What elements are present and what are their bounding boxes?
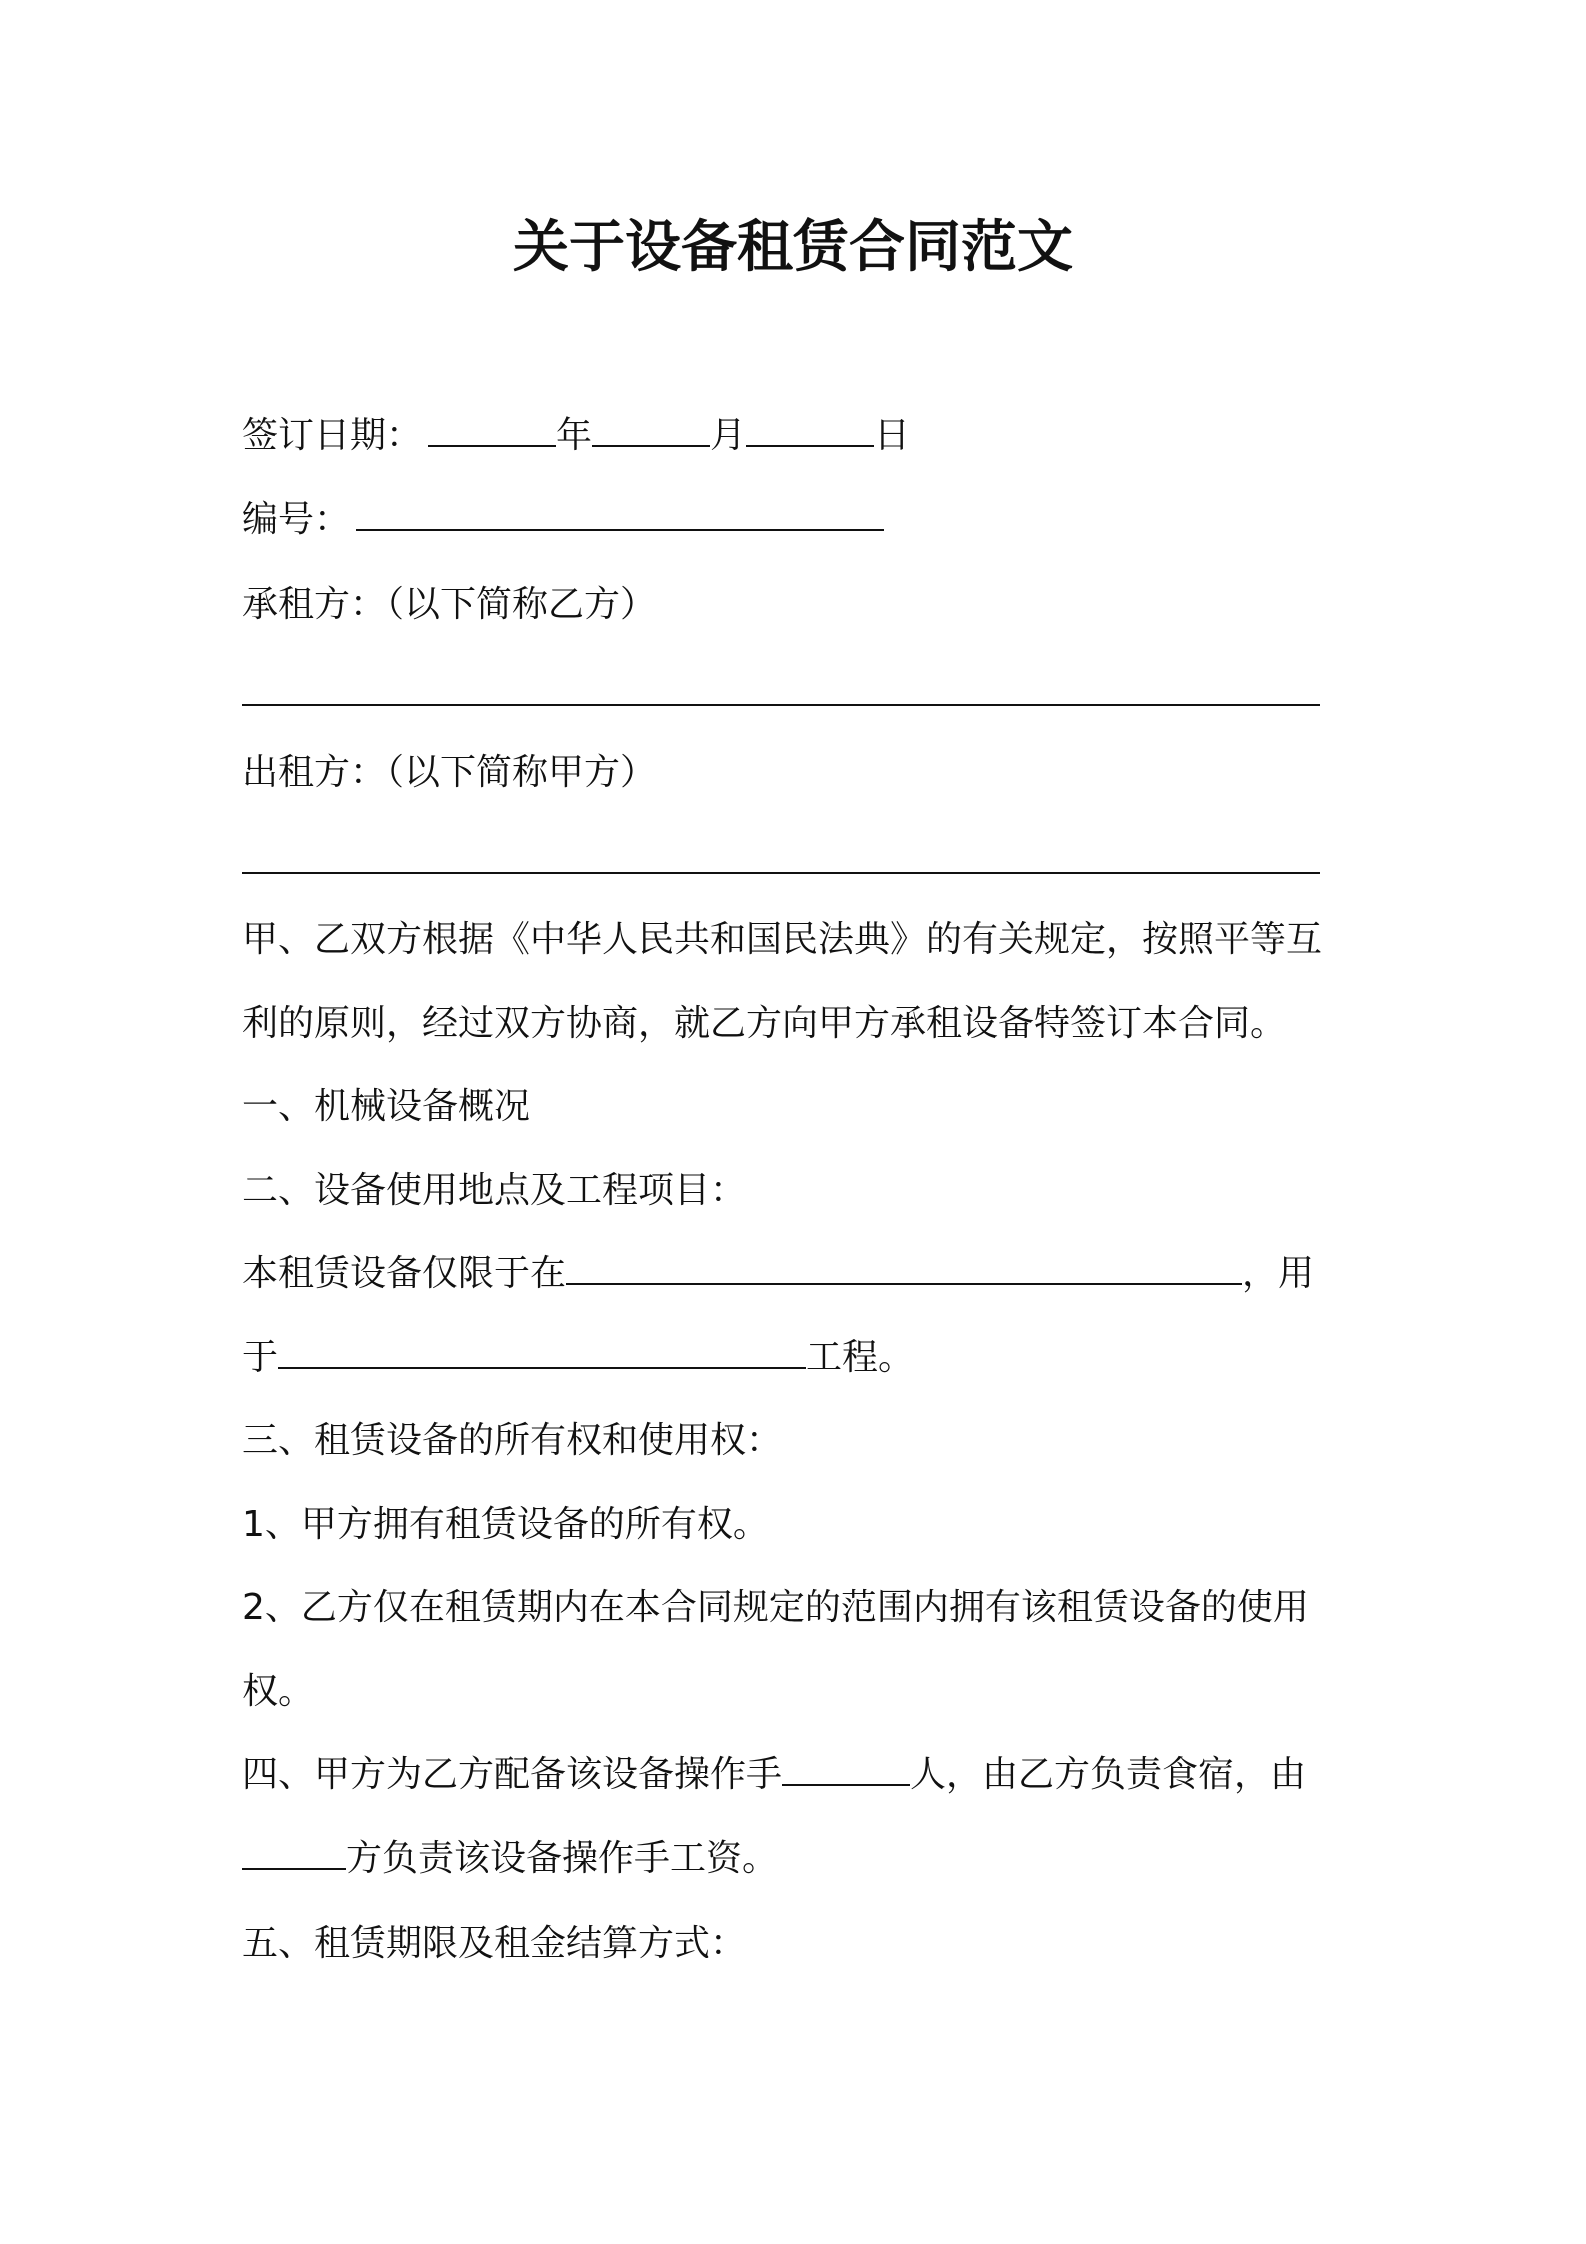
- year-blank[interactable]: [428, 415, 556, 447]
- section-heading-5: 五、租赁期限及租金结算方式：: [242, 1923, 747, 1964]
- lessor-blank[interactable]: [242, 842, 1320, 874]
- document-title: 关于设备租赁合同范文: [513, 215, 1073, 280]
- clause-line: 2、乙方仅在租赁期内在本合同规定的范围内拥有该租赁设备的使用: [242, 1587, 1309, 1628]
- month-blank[interactable]: [592, 415, 710, 447]
- day-blank[interactable]: [746, 415, 874, 447]
- operator-text-end: 人，由乙方负责食宿，由: [910, 1754, 1307, 1795]
- lessee-blank[interactable]: [242, 674, 1320, 706]
- project-text: 于: [242, 1337, 279, 1378]
- project-text-end: 工程。: [806, 1337, 915, 1378]
- location-blank[interactable]: [566, 1253, 1242, 1285]
- location-text-end: ，用: [1242, 1253, 1315, 1294]
- section-heading-2: 二、设备使用地点及工程项目：: [242, 1170, 747, 1211]
- clause-line: 权。: [242, 1671, 315, 1712]
- day-label: 日: [874, 415, 911, 456]
- contract-number-line: [242, 495, 884, 545]
- wage-line: [242, 1834, 778, 1884]
- year-label: 年: [556, 415, 593, 456]
- project-line: [242, 1333, 914, 1383]
- signing-date-line: [242, 411, 910, 461]
- clause-line: 1、甲方拥有租赁设备的所有权。: [242, 1504, 769, 1545]
- section-heading-1: 一、机械设备概况: [242, 1086, 531, 1127]
- wage-text: 方负责该设备操作手工资。: [346, 1838, 779, 1879]
- signing-date-label: 签订日期：: [242, 415, 423, 456]
- lessor-label: 出租方：（以下简称甲方）: [242, 752, 657, 793]
- contract-number-blank[interactable]: [356, 499, 884, 531]
- section-heading-3: 三、租赁设备的所有权和使用权：: [242, 1420, 783, 1461]
- paragraph-line: 甲、乙双方根据《中华人民共和国民法典》的有关规定，按照平等互: [242, 919, 1323, 960]
- wage-party-blank[interactable]: [242, 1838, 346, 1870]
- operator-line: [242, 1750, 1306, 1800]
- location-line: [242, 1249, 1314, 1299]
- lessee-label: 承租方：（以下简称乙方）: [242, 584, 657, 625]
- operator-text: 四、甲方为乙方配备该设备操作手: [242, 1754, 783, 1795]
- location-text: 本租赁设备仅限于在: [242, 1253, 567, 1294]
- paragraph-line: 利的原则，经过双方协商，就乙方向甲方承租设备特签订本合同。: [242, 1003, 1287, 1044]
- contract-number-label: 编号：: [242, 499, 351, 540]
- month-label: 月: [710, 415, 747, 456]
- operator-count-blank[interactable]: [782, 1754, 910, 1786]
- project-blank[interactable]: [278, 1337, 806, 1369]
